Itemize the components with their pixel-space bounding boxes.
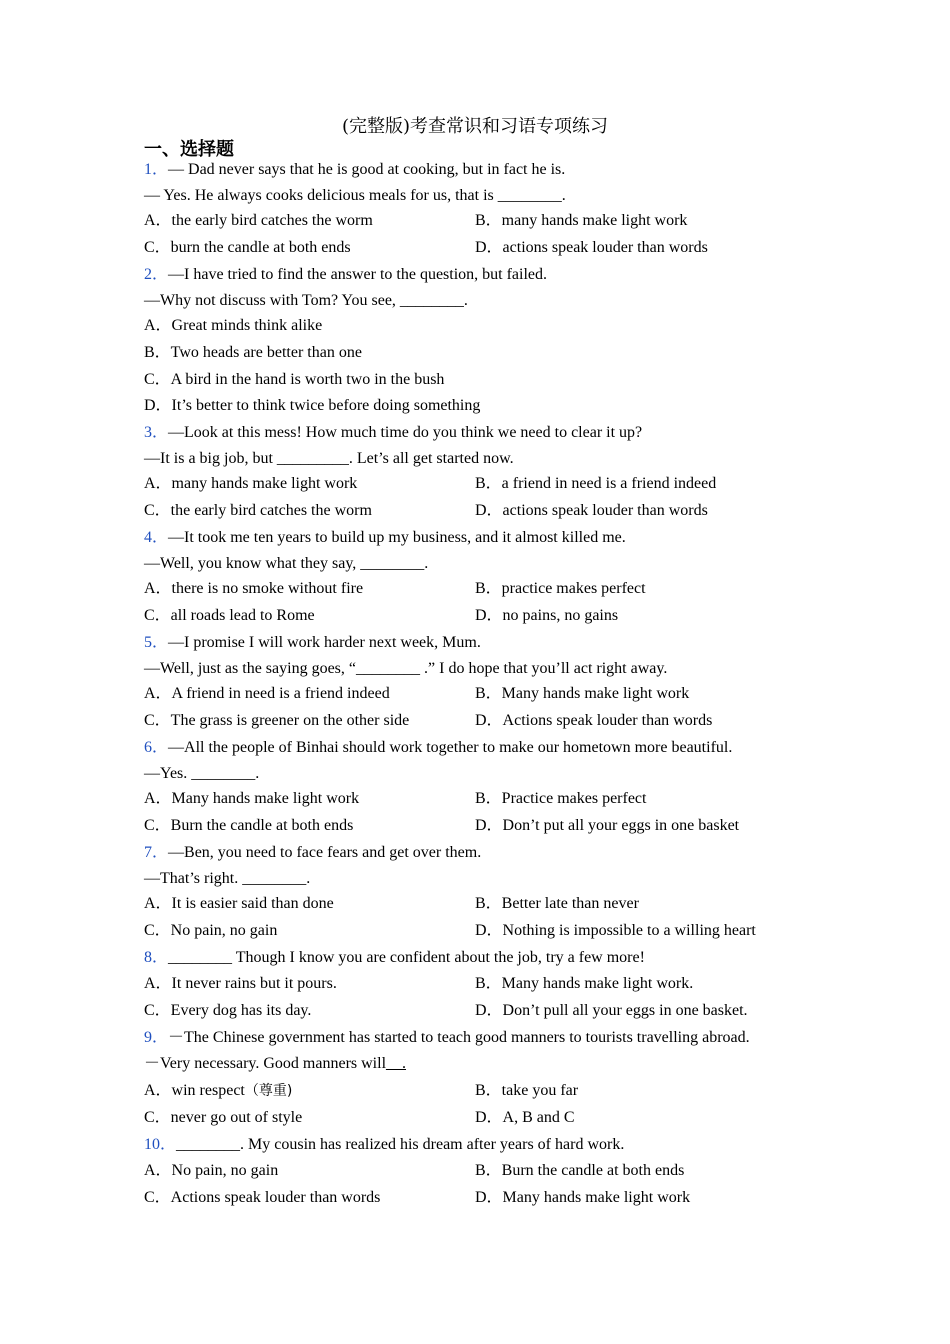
q7-option-a[interactable]: A．It is easier said than done bbox=[144, 895, 334, 912]
answer-blank: __. bbox=[386, 1055, 407, 1072]
reply-text: －Very necessary. Good manners will bbox=[144, 1055, 387, 1072]
question-number: 7． bbox=[144, 844, 169, 861]
question-5-stem bbox=[144, 630, 481, 656]
question-number: 9． bbox=[144, 1029, 169, 1046]
q5-option-d[interactable]: D．Actions speak louder than words bbox=[475, 712, 713, 729]
q1-option-d[interactable]: D．actions speak louder than words bbox=[475, 239, 708, 256]
page-title: (完整版)考查常识和习语专项练习 bbox=[341, 116, 609, 137]
question-9-reply bbox=[144, 1051, 406, 1077]
option-note: （尊重) bbox=[244, 1083, 293, 1099]
q7-option-d[interactable]: D．Nothing is impossible to a willing heart bbox=[475, 922, 756, 939]
question-6-reply: —Yes. ________. bbox=[144, 765, 260, 782]
q1-option-a[interactable]: A．the early bird catches the worm bbox=[144, 212, 373, 229]
question-number: 1． bbox=[144, 161, 169, 178]
question-text: ________. My cousin has realized his dream after years of hard work. bbox=[176, 1136, 625, 1153]
question-3-reply: —It is a big job, but _________. Let’s all get started now. bbox=[144, 450, 514, 467]
q6-option-a[interactable]: A．Many hands make light work bbox=[144, 790, 360, 807]
q8-option-a[interactable]: A．It never rains but it pours. bbox=[144, 975, 337, 992]
q10-option-a[interactable]: A．No pain, no gain bbox=[144, 1162, 279, 1179]
question-9-stem bbox=[144, 1025, 750, 1051]
question-5-reply: —Well, just as the saying goes, “________ .” I do hope that you’ll act right away. bbox=[144, 660, 668, 677]
question-number: 6． bbox=[144, 739, 169, 756]
q9-option-a[interactable] bbox=[144, 1078, 292, 1104]
q4-option-c[interactable]: C．all roads lead to Rome bbox=[144, 607, 315, 624]
q6-option-c[interactable]: C．Burn the candle at both ends bbox=[144, 817, 354, 834]
q4-option-b[interactable]: B．practice makes perfect bbox=[475, 580, 646, 597]
q1-option-c[interactable]: C．burn the candle at both ends bbox=[144, 239, 351, 256]
q8-option-c[interactable]: C．Every dog has its day. bbox=[144, 1002, 312, 1019]
question-7-reply: —That’s right. ________. bbox=[144, 870, 311, 887]
q3-option-b[interactable]: B．a friend in need is a friend indeed bbox=[475, 475, 717, 492]
q5-option-b[interactable]: B．Many hands make light work bbox=[475, 685, 690, 702]
q3-option-c[interactable]: C．the early bird catches the worm bbox=[144, 502, 372, 519]
q10-option-b[interactable]: B．Burn the candle at both ends bbox=[475, 1162, 685, 1179]
q3-option-a[interactable]: A．many hands make light work bbox=[144, 475, 358, 492]
question-2-stem bbox=[144, 262, 547, 288]
question-text: — Dad never says that he is good at cooking, but in fact he is. bbox=[168, 161, 566, 178]
q2-option-a[interactable]: A．Great minds think alike bbox=[144, 317, 323, 334]
question-text: —It took me ten years to build up my business, and it almost killed me. bbox=[168, 529, 626, 546]
q9-option-c[interactable]: C．never go out of style bbox=[144, 1109, 303, 1126]
q4-option-a[interactable]: A．there is no smoke without fire bbox=[144, 580, 364, 597]
question-7-stem bbox=[144, 840, 481, 866]
question-6-stem bbox=[144, 735, 732, 761]
question-number: 2． bbox=[144, 266, 169, 283]
question-1-stem bbox=[144, 157, 565, 183]
question-number: 8． bbox=[144, 949, 169, 966]
q2-option-d[interactable]: D．It’s better to think twice before doing something bbox=[144, 397, 481, 414]
question-number: 3． bbox=[144, 424, 169, 441]
question-4-reply: —Well, you know what they say, ________. bbox=[144, 555, 429, 572]
q6-option-d[interactable]: D．Don’t put all your eggs in one basket bbox=[475, 817, 740, 834]
q5-option-a[interactable]: A．A friend in need is a friend indeed bbox=[144, 685, 390, 702]
section-heading: 一、选择题 bbox=[144, 139, 234, 160]
option-text: A．win respect bbox=[144, 1082, 245, 1099]
question-text: —Look at this mess! How much time do you think we need to clear it up? bbox=[168, 424, 643, 441]
q10-option-c[interactable]: C．Actions speak louder than words bbox=[144, 1189, 381, 1206]
question-2-reply: —Why not discuss with Tom? You see, ________. bbox=[144, 292, 468, 309]
question-number: 4． bbox=[144, 529, 169, 546]
q7-option-b[interactable]: B．Better late than never bbox=[475, 895, 639, 912]
question-text: －The Chinese government has started to teach good manners to tourists travelling abroad. bbox=[168, 1029, 750, 1046]
question-text: —All the people of Binhai should work together to make our hometown more beautiful. bbox=[168, 739, 733, 756]
question-number: 5． bbox=[144, 634, 169, 651]
q9-option-d[interactable]: D．A, B and C bbox=[475, 1109, 575, 1126]
q2-option-b[interactable]: B．Two heads are better than one bbox=[144, 344, 362, 361]
question-text: —I promise I will work harder next week, Mum. bbox=[168, 634, 481, 651]
question-1-reply: — Yes. He always cooks delicious meals for us, that is ________. bbox=[144, 187, 566, 204]
question-text: ________ Though I know you are confident about the job, try a few more! bbox=[168, 949, 645, 966]
question-10-stem bbox=[144, 1132, 624, 1158]
question-number: 10． bbox=[144, 1136, 177, 1153]
q2-option-c[interactable]: C．A bird in the hand is worth two in the bush bbox=[144, 371, 445, 388]
question-4-stem bbox=[144, 525, 626, 551]
q10-option-d[interactable]: D．Many hands make light work bbox=[475, 1189, 691, 1206]
q9-option-b[interactable]: B．take you far bbox=[475, 1082, 579, 1099]
q1-option-b[interactable]: B．many hands make light work bbox=[475, 212, 688, 229]
question-3-stem bbox=[144, 420, 642, 446]
q8-option-d[interactable]: D．Don’t pull all your eggs in one basket. bbox=[475, 1002, 748, 1019]
q5-option-c[interactable]: C．The grass is greener on the other side bbox=[144, 712, 410, 729]
q6-option-b[interactable]: B．Practice makes perfect bbox=[475, 790, 647, 807]
question-8-stem bbox=[144, 945, 645, 971]
question-text: —I have tried to find the answer to the question, but failed. bbox=[168, 266, 548, 283]
q8-option-b[interactable]: B．Many hands make light work. bbox=[475, 975, 694, 992]
q7-option-c[interactable]: C．No pain, no gain bbox=[144, 922, 278, 939]
question-text: —Ben, you need to face fears and get over them. bbox=[168, 844, 482, 861]
q3-option-d[interactable]: D．actions speak louder than words bbox=[475, 502, 708, 519]
q4-option-d[interactable]: D．no pains, no gains bbox=[475, 607, 619, 624]
